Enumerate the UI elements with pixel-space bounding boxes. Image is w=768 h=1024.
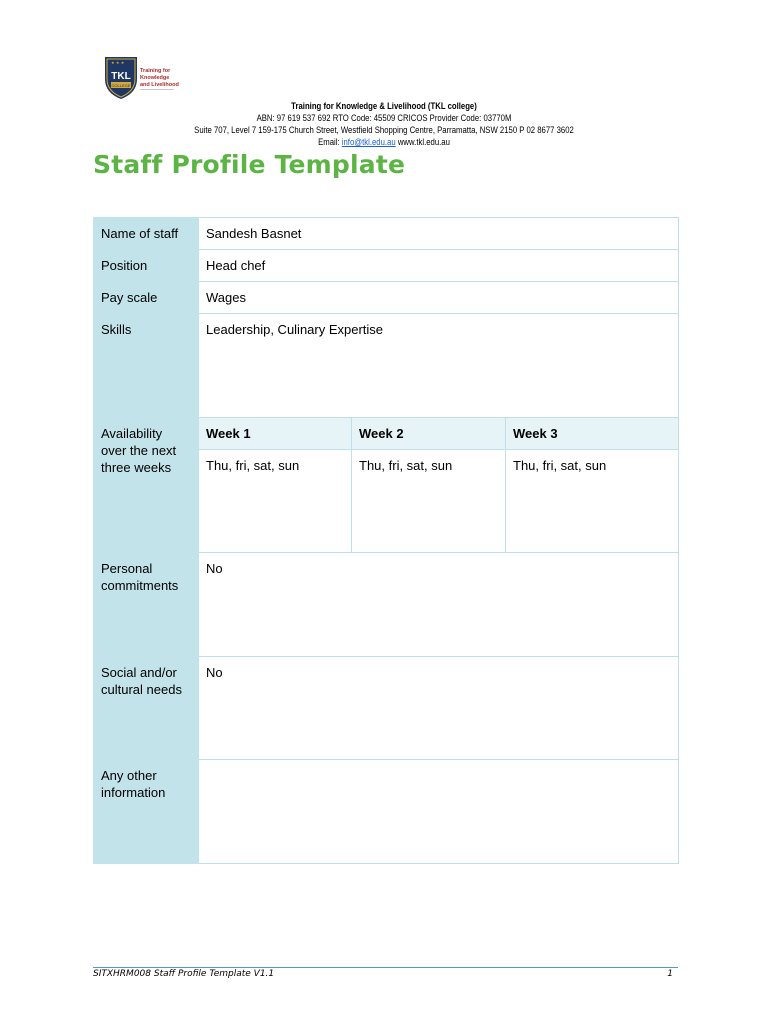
email-link[interactable]: info@tkl.edu.au xyxy=(341,137,396,147)
skills-value[interactable]: Leadership, Culinary Expertise xyxy=(199,314,679,418)
personal-label: Personal commitments xyxy=(94,553,199,657)
payscale-value[interactable]: Wages xyxy=(199,282,679,314)
personal-value[interactable]: No xyxy=(199,553,679,657)
other-label: Any other information xyxy=(94,760,199,864)
org-name: Training for Knowledge & Livelihood (TKL college) xyxy=(291,101,477,111)
org-abn: ABN: 97 619 537 692 RTO Code: 45509 CRICOS Provider Code: 03770M xyxy=(256,113,512,123)
organisation-header xyxy=(54,100,714,148)
staff-profile-table xyxy=(93,217,679,864)
email-label: Email: xyxy=(318,137,340,147)
footer-doc-title: SITXHRM008 Staff Profile Template V1.1 xyxy=(93,969,275,979)
svg-text:★ ★ ★: ★ ★ ★ xyxy=(111,60,125,65)
row-personal-commitments xyxy=(94,553,679,657)
logo-line-1: Training for xyxy=(140,68,171,74)
skills-label: Skills xyxy=(94,314,199,418)
social-label: Social and/or cultural needs xyxy=(94,657,199,760)
org-contact xyxy=(54,136,714,148)
position-label: Position xyxy=(94,250,199,282)
other-value[interactable] xyxy=(199,760,679,864)
logo-badge-text: TKL xyxy=(111,71,131,82)
row-other-information xyxy=(94,760,679,864)
row-position xyxy=(94,250,679,282)
row-skills xyxy=(94,314,679,418)
logo-line-2: Knowledge xyxy=(140,75,170,81)
row-payscale xyxy=(94,282,679,314)
page-title: Staff Profile Template xyxy=(93,150,406,179)
logo-line-3: and Livelihood xyxy=(140,82,179,88)
name-value[interactable]: Sandesh Basnet xyxy=(199,218,679,250)
tkl-logo xyxy=(104,55,180,99)
week-3-value[interactable]: Thu, fri, sat, sun xyxy=(506,450,679,553)
availability-label: Availability over the next three weeks xyxy=(94,418,199,553)
org-address: Suite 707, Level 7 159-175 Church Street, Westfield Shopping Centre, Parramatta, NSW 2150 P 02 8677 3602 xyxy=(194,125,574,135)
row-social-needs xyxy=(94,657,679,760)
social-value[interactable]: No xyxy=(199,657,679,760)
week-1-header: Week 1 xyxy=(199,418,352,450)
logo-badge-sub: COLLEGE xyxy=(111,83,131,88)
row-name xyxy=(94,218,679,250)
footer-divider xyxy=(93,967,678,968)
website-text: www.tkl.edu.au xyxy=(397,137,450,147)
footer-page-number: 1 xyxy=(667,969,673,979)
payscale-label: Pay scale xyxy=(94,282,199,314)
row-availability-header xyxy=(94,418,679,450)
week-2-value[interactable]: Thu, fri, sat, sun xyxy=(352,450,506,553)
week-1-value[interactable]: Thu, fri, sat, sun xyxy=(199,450,352,553)
position-value[interactable]: Head chef xyxy=(199,250,679,282)
week-3-header: Week 3 xyxy=(506,418,679,450)
name-label: Name of staff xyxy=(94,218,199,250)
week-2-header: Week 2 xyxy=(352,418,506,450)
